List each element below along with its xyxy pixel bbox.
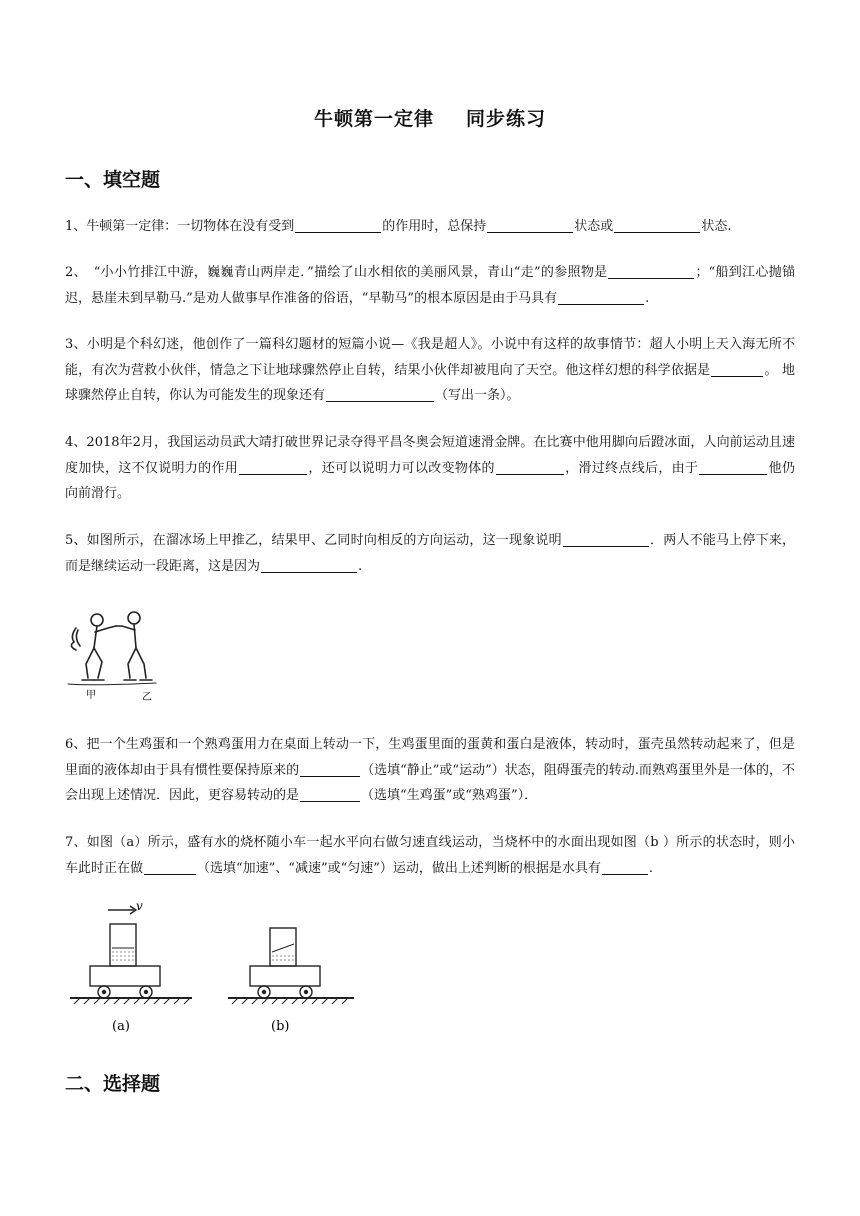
section-heading-fill: 一、填空题 <box>65 169 161 191</box>
answer-blank[interactable] <box>496 459 564 475</box>
answer-blank[interactable] <box>300 786 360 802</box>
answer-blank[interactable] <box>326 386 434 402</box>
answer-blank[interactable] <box>300 761 360 777</box>
velocity-label: v <box>136 899 143 913</box>
answer-blank[interactable] <box>614 217 700 233</box>
skaters-figure <box>64 606 160 704</box>
caption-b: (b) <box>271 1019 290 1034</box>
question-2: 2、 “小小竹排江中游，巍巍青山两岸走．”描绘了山水相依的美丽风景，青山“走”的参照物是 ；“船到江心抛锚迟，悬崖未到早勒马.”是劝人做事早作准备的俗语，“早勒马”的根本原因是由于马具有 . <box>65 265 795 306</box>
page-title <box>0 104 860 131</box>
answer-blank[interactable] <box>144 859 196 875</box>
section-heading-choice: 二、选择题 <box>65 1073 161 1095</box>
answer-blank[interactable] <box>558 289 644 305</box>
answer-blank[interactable] <box>699 459 767 475</box>
title-sub: 同步练习 <box>466 108 547 130</box>
answer-blank[interactable] <box>711 361 763 377</box>
caption-a: (a) <box>112 1019 130 1034</box>
answer-blank[interactable] <box>295 217 381 233</box>
question-4: 4、2018年2月，我国运动员武大靖打破世界记录夺得平昌冬奥会短道速滑金牌。在比赛中他用脚向后蹬冰面，人向前运动且速度加快，这不仅说明力的作用 ，还可以说明力可以改变物体的 ，滑过终点线后，由于 他仍向前滑行。 <box>65 435 795 501</box>
cart-beaker-figure <box>66 898 362 1040</box>
question-3: 3、小明是个科幻迷，他创作了一篇科幻题材的短篇小说—《我是超人》。小说中有这样的故事情节：超人小明上天入海无所不能，有次为营救小伙伴，情急之下让地球骤然停止自转，结果小伙伴却被甩向了天空。他这样幻想的科学依据是 。 地球骤然停止自转，你认为可能发生的现象还有 （写出一条）。 <box>65 337 795 403</box>
question-6: 6、把一个生鸡蛋和一个熟鸡蛋用力在桌面上转动一下，生鸡蛋里面的蛋黄和蛋白是液体，转动时，蛋壳虽然转动起来了，但是里面的液体却由于具有惯性要保持原来的 （选填“静止”或“运动”）状态，阻碍蛋壳的转动.而熟鸡蛋里外是一体的，不会出现上述情况．因此，更容易转动的是 （选填“生鸡蛋”或“熟鸡蛋”）． <box>65 737 795 803</box>
question-5: 5、如图所示，在溜冰场上甲推乙，结果甲、乙同时向相反的方向运动，这一现象说明 ．两人不能马上停下来，而是继续运动一段距离，这是因为 . <box>65 533 795 574</box>
answer-blank[interactable] <box>608 263 694 279</box>
question-1: 1、牛顿第一定律：一切物体在没有受到 的作用时，总保持 状态或 状态. <box>65 219 732 234</box>
question-7: 7、如图（a）所示，盛有水的烧杯随小车一起水平向右做匀速直线运动，当烧杯中的水面出现如图（b ）所示的状态时，则小车此时正在做 （选填“加速”、“减速”或“匀速”）运动，做出上述判断的根据是水具有 . <box>65 835 795 876</box>
answer-blank[interactable] <box>602 859 648 875</box>
answer-blank[interactable] <box>563 531 649 547</box>
answer-blank[interactable] <box>261 557 357 573</box>
label-jia: 甲 <box>86 690 96 701</box>
answer-blank[interactable] <box>239 459 307 475</box>
answer-blank[interactable] <box>487 217 573 233</box>
title-main: 牛顿第一定律 <box>313 108 434 130</box>
label-yi: 乙 <box>142 692 152 703</box>
